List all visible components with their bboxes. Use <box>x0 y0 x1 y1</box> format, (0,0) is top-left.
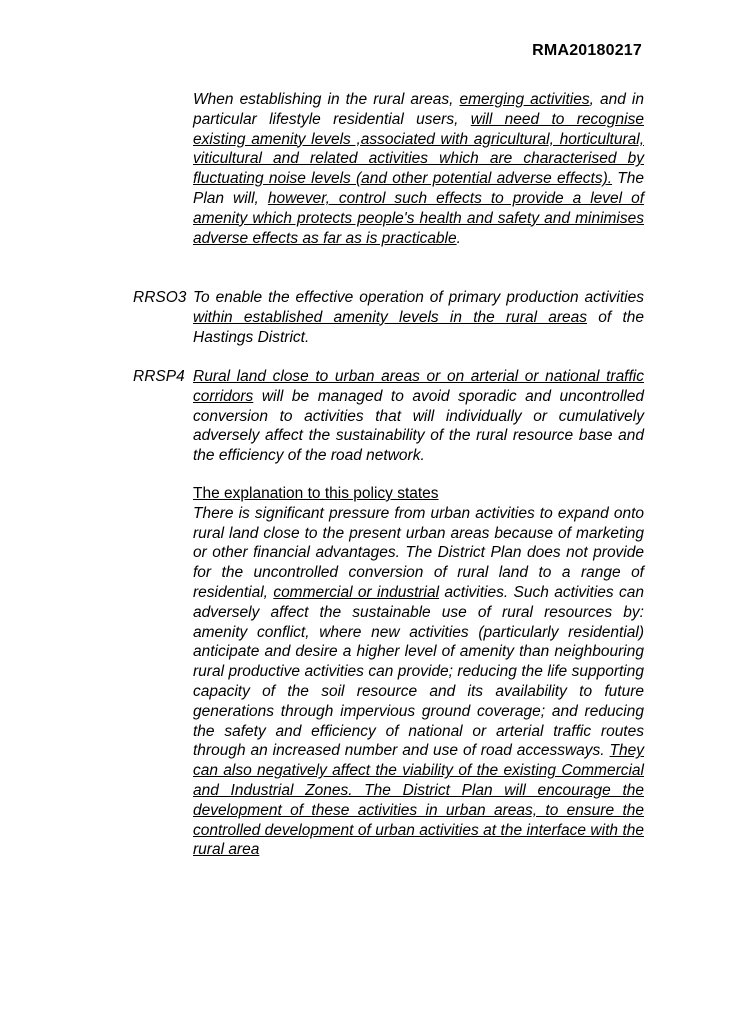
document-reference: RMA20180217 <box>532 42 642 59</box>
rrsp4-underlined-1: Rural land close to urban areas or on arterial or national traffic corridors <box>193 368 644 405</box>
rrso3-underlined-1: within established amenity levels in the rural areas <box>193 308 588 326</box>
rrso3-objective <box>193 288 644 347</box>
intro-paragraph <box>193 90 644 248</box>
explanation-section <box>193 484 644 860</box>
intro-text-4: . <box>456 229 461 247</box>
intro-underlined-2: will need to recognise existing amenity levels ,associated with agricultural, horticultural, viticultural and related activities which are characterised by fluctuating noise levels (and other potential adverse effects). <box>193 110 644 188</box>
rrso3-text-1: To enable the effective operation of primary production activities <box>193 289 644 306</box>
intro-underlined-1: emerging activities <box>459 91 590 108</box>
explanation-heading: The explanation to this policy states <box>193 485 439 502</box>
intro-underlined-3: however, control such effects to provide a level of amenity which protects people's health and safety and minimises adverse effects as far as is practicable <box>193 189 644 247</box>
rrso3-label: RRSO3 <box>133 289 187 306</box>
explanation-text-2: activities. Such activities can adversely affect the sustainable use of rural resources by: amenity conflict, where new activities (particularly residential) anticipate and desire a higher level of amenity than neighbouring rural productive activities can provide; reducing the life supporting capacity of the soil resource and its availability to future generations through impervious ground coverage; and reducing the safety and efficiency of national or arterial traffic routes through an increased number and use of road accessways. <box>193 583 644 760</box>
explanation-underlined-2: They can also negatively affect the viability of the existing Commercial and Industrial Zones. The District Plan will encourage the development of these activities in urban areas, to ensure the controlled development of urban activities at the interface with the rural area <box>193 742 644 859</box>
rrsp4-text-1: will be managed to avoid sporadic and uncontrolled conversion to activities that will individually or cumulatively adversely affect the sustainability of the rural resource base and the efficiency of the road network. <box>193 387 644 465</box>
rrsp4-label: RRSP4 <box>133 368 185 385</box>
intro-text-3: The Plan will, <box>193 170 645 207</box>
intro-text-2: , and in particular lifestyle residential users, <box>193 91 644 128</box>
explanation-underlined-1: commercial or industrial <box>273 583 440 601</box>
rrsp4-policy <box>193 367 644 466</box>
intro-text-1: When establishing in the rural areas, <box>193 91 460 108</box>
explanation-text-1: There is significant pressure from urban activities to expand onto rural land close to the present urban areas because of marketing or other financial advantages. The District Plan does not provide for the uncontrolled conversion of rural land to a range of residential, <box>193 504 644 601</box>
rrso3-text-2: of the Hastings District. <box>193 308 644 346</box>
